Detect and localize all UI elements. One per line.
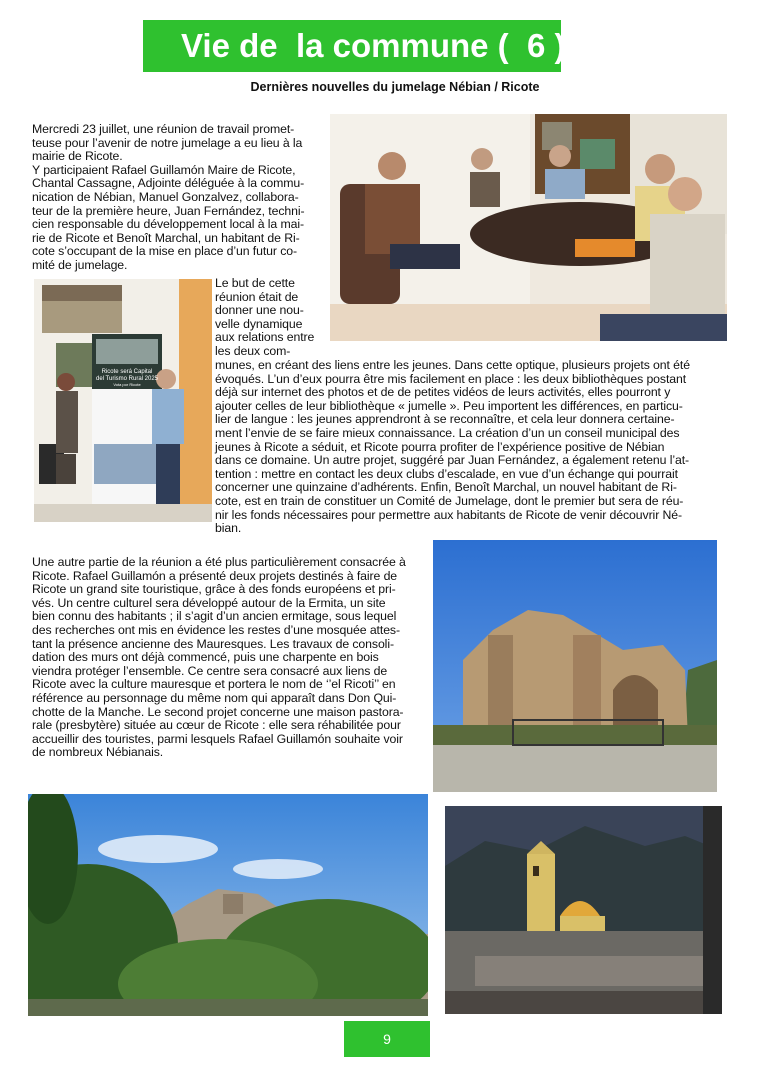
text-line: déjà sur internet des photos et de de petites vidéos de leurs activités, elles pourront y: [215, 385, 671, 400]
text-line: concerner une quinzaine d’adhérents. Enfin, Benoît Marchal, un nouvel habitant de Ri-: [215, 480, 677, 495]
page-number: 9: [344, 1021, 430, 1057]
text-line: mairie de Ricote.: [32, 149, 123, 164]
text-line: donner une nou-: [215, 303, 304, 318]
text-line: Une autre partie de la réunion a été plus particulièrement consacrée à: [32, 555, 406, 569]
text-line: dation des murs ont déjà commencé, puis une charpente en bois: [32, 650, 379, 665]
ruins-photo: [433, 540, 717, 792]
text-line: lier de langue : les jeunes apprendront à se reconnaître, et cela leur donnera certaine-: [215, 412, 675, 427]
text-line: chotte de la Manche. Le second projet concerne une maison pastora-: [32, 704, 404, 719]
text-line: Ricote un grand site touristique, grâce à des fonds européens et pri-: [32, 582, 396, 597]
second-paragraph: [32, 556, 432, 760]
text-line: ment l’envie de se faire mieux connaissance. La création d’un un conseil municipal des: [215, 425, 680, 440]
wide-paragraph: [215, 359, 725, 536]
text-line: Y participaient Rafael Guillamón Maire de Ricote,: [32, 162, 296, 177]
text-line: cote s’occupant de la mise en place d’un futur co-: [32, 244, 298, 259]
text-line: bien connu des habitants ; il s’agit d’un ancien ermitage, sous lequel: [32, 609, 397, 624]
text-line: dans ce domaine. Un autre projet, suggéré par Juan Fernández, a également retenu l’at-: [215, 453, 690, 468]
castle-photo: [28, 794, 428, 1016]
text-line: teuse pour l’avenir de notre jumelage a eu lieu à la: [32, 135, 303, 150]
page-title: Vie de la commune ( 6 ): [181, 27, 566, 64]
text-line: Mercredi 23 juillet, une réunion de travail promet-: [32, 122, 295, 136]
poster-line-3: Vota por Ricote: [113, 382, 141, 387]
text-line: rale (presbytère) située au cœur de Ricote : elle sera réhabilitée pour: [32, 718, 401, 733]
text-line: nication de Nébian, Manuel Gonzalvez, collabora-: [32, 189, 299, 204]
text-line: Le but de cette: [215, 276, 295, 290]
text-line: les deux com-: [215, 343, 291, 358]
text-line: mité de jumelage.: [32, 257, 128, 272]
text-line: aux relations entre: [215, 330, 315, 345]
text-line: réunion était de: [215, 289, 299, 304]
text-line: des recherches ont mis en évidence les restes d’une mosquée attes-: [32, 622, 400, 637]
church-photo: [445, 806, 722, 1014]
text-line: bian.: [215, 521, 242, 536]
text-line: cote, est en train de constituer un Comité de Jumelage, dont le premier but sera de réu-: [215, 493, 684, 508]
text-line: munes, en créant des liens entre les jeunes. Dans cette optique, plusieurs projets ont été: [215, 358, 690, 372]
text-line: vés. Un centre culturel sera développé autour de la Ermita, un site: [32, 595, 386, 610]
text-line: viendra protéger l’ensemble. Ce centre sera consacré aux liens de: [32, 663, 388, 678]
text-line: tant la présence ancienne des Mauresques. Les travaux de consoli-: [32, 636, 394, 651]
text-line: Chantal Cassagne, Adjointe déléguée à la commu-: [32, 176, 305, 191]
text-line: accueillir des touristes, parmi lesquels Rafael Guillamón souhaite voir: [32, 731, 403, 746]
text-line: ajouter celles de leur bibliothèque « jumelle ». Peu importent les différences, en particu-: [215, 398, 683, 413]
text-line: Ricote. Rafael Guillamón a présenté deux projets destinés à faire de: [32, 568, 398, 583]
text-line: Ricote avec la culture mauresque et portera le nom de ‘’el Ricoti’’ en: [32, 677, 396, 692]
intro-paragraph: [32, 123, 332, 273]
poster-line-1: Ricote será Capital: [101, 369, 153, 375]
text-line: teur de la première heure, Juan Fernández, techni-: [32, 203, 305, 218]
text-line: évoqués. L’un d’eux pourra être mis facilement en place : les deux bibliothèques postant: [215, 371, 687, 386]
text-line: cien responsable du développement local à la mai-: [32, 217, 304, 232]
text-line: référence au personnage du même nom qui apparaît dans Don Qui-: [32, 690, 397, 705]
page-title-banner: [143, 20, 566, 72]
narrow-paragraph: [215, 277, 330, 359]
text-line: tention : mettre en contact les deux clubs d’escalade, en vue d’un échange qui pourrait: [215, 466, 678, 481]
meeting-photo: [330, 114, 727, 341]
text-line: de nombreux Nébianais.: [32, 745, 164, 760]
text-line: rie de Ricote et Benoît Marchal, un habitant de Ri-: [32, 230, 300, 245]
poster-line-2: del Turismo Rural 2025: [95, 376, 159, 382]
poster-photo: [34, 279, 212, 522]
text-line: nir les fonds nécessaires pour permettre aux habitants de Ricote de venir découvrir Né-: [215, 507, 683, 522]
text-line: jeunes à Ricote a séduit, et Ricote pourra profiter de l’expérience positive de Nébian: [215, 439, 665, 454]
text-line: velle dynamique: [215, 316, 303, 331]
article-subtitle: Dernières nouvelles du jumelage Nébian / Ricote: [250, 80, 540, 94]
